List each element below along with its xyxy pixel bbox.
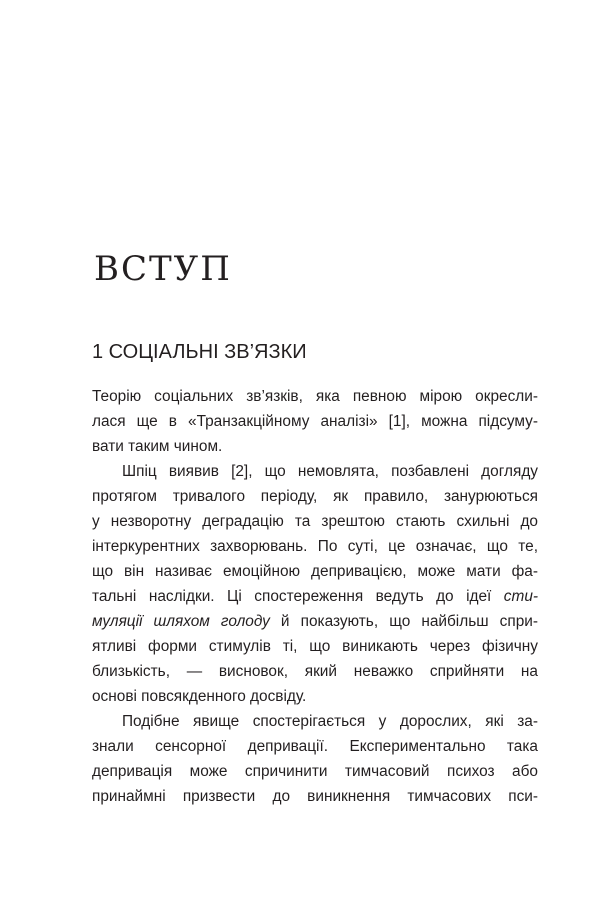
body-text (92, 384, 538, 809)
text-line: що він називає емоційною депривацією, може мати фа- (92, 563, 538, 580)
text-line: депривація може спричинити тимчасовий психоз або (92, 763, 538, 780)
text-line: у незворотну деградацію та зрештою стають схильні до (92, 513, 538, 530)
section-title: 1 СОЦІАЛЬНІ ЗВ’ЯЗКИ (92, 341, 307, 363)
emphasis-end: муляції шляхом голоду (92, 613, 270, 630)
chapter-title: ВСТУП (94, 249, 232, 289)
text-line: основі повсякденного досвіду. (92, 688, 307, 705)
text-line (92, 584, 538, 609)
text-line: Подібне явище спостерігається у дорослих, які за- (122, 713, 538, 730)
text-line: Теорію соціальних зв’язків, яка певною мірою окресли- (92, 388, 538, 405)
text-line: знали сенсорної депривації. Експериментально така (92, 738, 538, 755)
text-line (92, 609, 538, 634)
text-line: протягом тривалого періоду, як правило, занурюються (92, 488, 538, 505)
text-line: близькість, — висновок, який неважко сприйняти на (92, 663, 538, 680)
emphasis-start: сти- (503, 588, 538, 605)
text-line: ятливі форми стимулів ті, що виникають через фізичну (92, 638, 538, 655)
text-line: Шпіц виявив [2], що немовлята, позбавлені догляду (122, 463, 538, 480)
text-run: й показують, що найбільш спри- (269, 613, 538, 630)
text-line: лася ще в «Транзакційному аналізі» [1], можна підсуму- (92, 413, 538, 430)
text-run: тальні наслідки. Ці спостереження ведуть до ідеї (92, 588, 504, 605)
text-line: принаймні призвести до виникнення тимчасових пси- (92, 788, 538, 805)
text-line: вати таким чином. (92, 438, 223, 455)
text-line: інтеркурентних захворювань. По суті, це означає, що те, (92, 538, 538, 555)
